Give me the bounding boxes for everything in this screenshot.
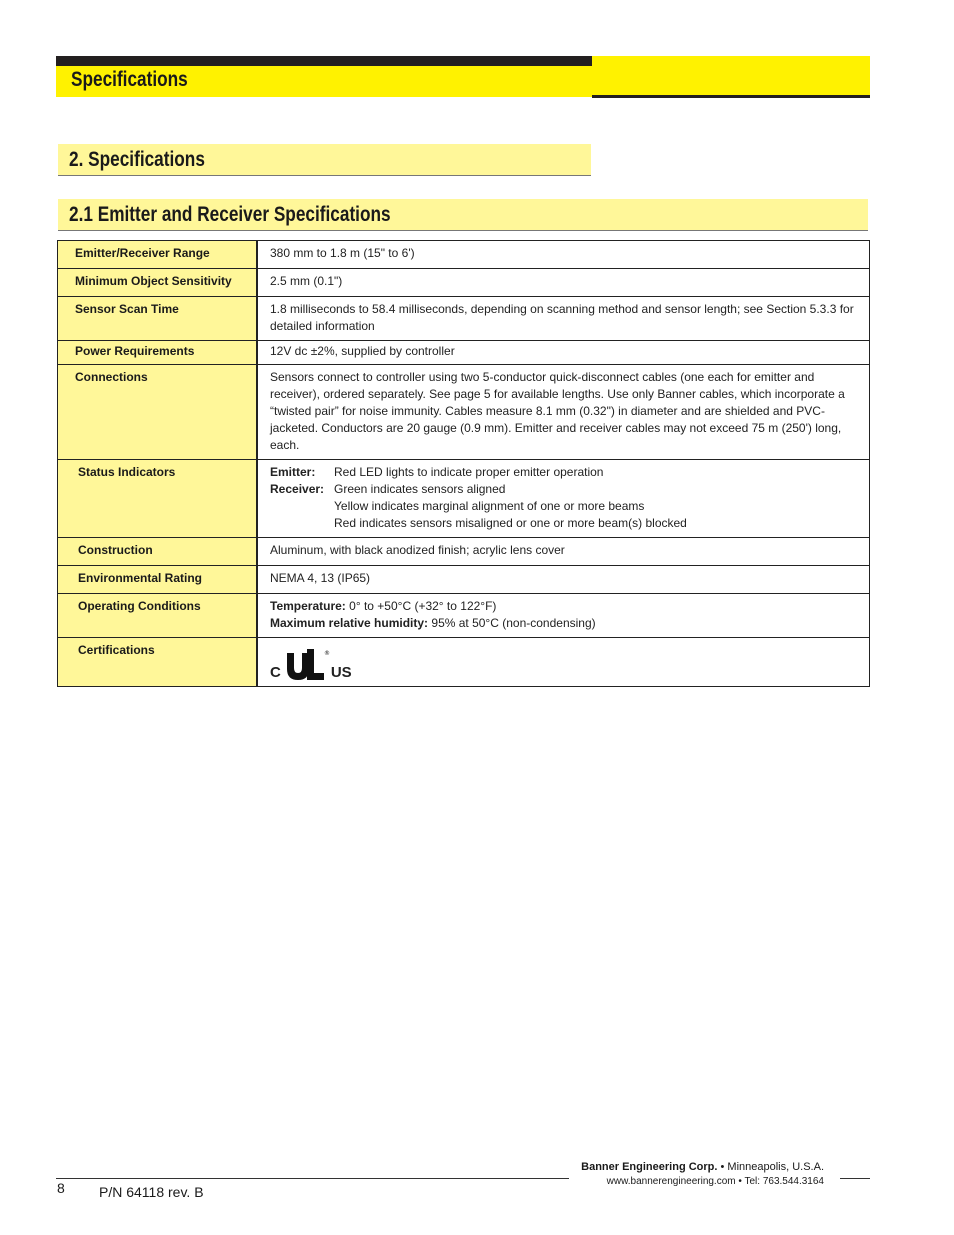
table-row — [58, 594, 870, 638]
page-number: 8 — [57, 1180, 65, 1196]
temperature-value: 0° to +50°C (+32° to 122°F) — [349, 599, 497, 613]
spec-label: Minimum Object Sensitivity — [58, 269, 258, 297]
table-row — [58, 241, 870, 269]
culus-c-text: C — [270, 664, 281, 681]
culus-us-text: US — [330, 664, 352, 681]
spec-label: Construction — [58, 538, 258, 566]
status-indicator-list — [270, 464, 857, 532]
spec-label: Certifications — [58, 638, 258, 687]
ul-logo-icon — [283, 647, 329, 681]
section-title: 2. Specifications — [69, 148, 205, 171]
table-row — [58, 365, 870, 460]
spec-label: Operating Conditions — [58, 594, 258, 638]
operating-temperature — [270, 598, 857, 615]
table-row — [58, 297, 870, 341]
spec-value: 12V dc ±2%, supplied by controller — [257, 341, 870, 365]
spec-value — [257, 460, 870, 538]
spec-value: 380 mm to 1.8 m (15" to 6') — [257, 241, 870, 269]
spec-value — [257, 594, 870, 638]
spec-label: Environmental Rating — [58, 566, 258, 594]
status-emitter-value: Red LED lights to indicate proper emitter operation — [334, 465, 604, 479]
running-header-title: Specifications — [71, 68, 188, 91]
table-row — [58, 341, 870, 365]
spec-value: 2.5 mm (0.1") — [257, 269, 870, 297]
subsection-title: 2.1 Emitter and Receiver Specifications — [69, 203, 391, 226]
table-row — [58, 566, 870, 594]
header-bar-yellow-right — [592, 56, 870, 96]
company-name: Banner Engineering Corp. — [581, 1161, 718, 1173]
footer-website: www.bannerengineering.com • Tel: 763.544.3164 — [606, 1176, 824, 1187]
footer-rule-left — [56, 1178, 569, 1179]
company-location: • Minneapolis, U.S.A. — [717, 1161, 824, 1173]
spec-value: 1.8 milliseconds to 58.4 milliseconds, depending on scanning method and sensor length; see Section 5.3.3 for detailed information — [257, 297, 870, 341]
spec-value: Sensors connect to controller using two 5-conductor quick-disconnect cables (one each for emitter and receiver), ordered separately. See page 5 for available lengths. Use only Banner cables, which incorporate a “twisted pair” for noise immunity. Cables measure 8.1 mm (0.32") in diameter and are shielded and PVC-jacketed. Conductors are 20 gauge (0.9 mm). Emitter and receiver cables may not exceed 75 m (250') long, each. — [257, 365, 870, 460]
spec-value — [257, 638, 870, 687]
culus-mark-icon — [270, 641, 857, 681]
spec-label: Status Indicators — [58, 460, 258, 538]
status-emitter-key: Emitter: — [270, 465, 316, 479]
table-row — [58, 269, 870, 297]
spec-label: Emitter/Receiver Range — [58, 241, 258, 269]
footer-company — [581, 1161, 824, 1173]
section-heading-bar — [58, 144, 591, 176]
spec-label: Power Requirements — [58, 341, 258, 365]
humidity-value: 95% at 50°C (non-condensing) — [431, 616, 596, 630]
spec-label: Connections — [58, 365, 258, 460]
header-rule-right — [592, 95, 870, 98]
svg-text:®: ® — [323, 650, 330, 657]
spec-label: Sensor Scan Time — [58, 297, 258, 341]
operating-humidity — [270, 615, 857, 632]
temperature-key: Temperature: — [270, 599, 346, 613]
subsection-heading-bar — [58, 199, 868, 231]
table-row — [58, 538, 870, 566]
humidity-key: Maximum relative humidity: — [270, 616, 429, 630]
status-receiver-value: Yellow indicates marginal alignment of one or more beams — [334, 499, 645, 513]
part-number: P/N 64118 rev. B — [99, 1184, 204, 1200]
specifications-table — [57, 240, 870, 687]
status-receiver-value: Green indicates sensors aligned — [334, 482, 506, 496]
footer-rule-right — [840, 1178, 870, 1179]
status-receiver-key: Receiver: — [270, 482, 325, 496]
table-row — [58, 460, 870, 538]
header-bar-dark — [56, 56, 592, 66]
spec-value: Aluminum, with black anodized finish; acrylic lens cover — [257, 538, 870, 566]
status-receiver-value: Red indicates sensors misaligned or one or more beam(s) blocked — [334, 516, 687, 530]
table-row — [58, 638, 870, 687]
spec-value: NEMA 4, 13 (IP65) — [257, 566, 870, 594]
